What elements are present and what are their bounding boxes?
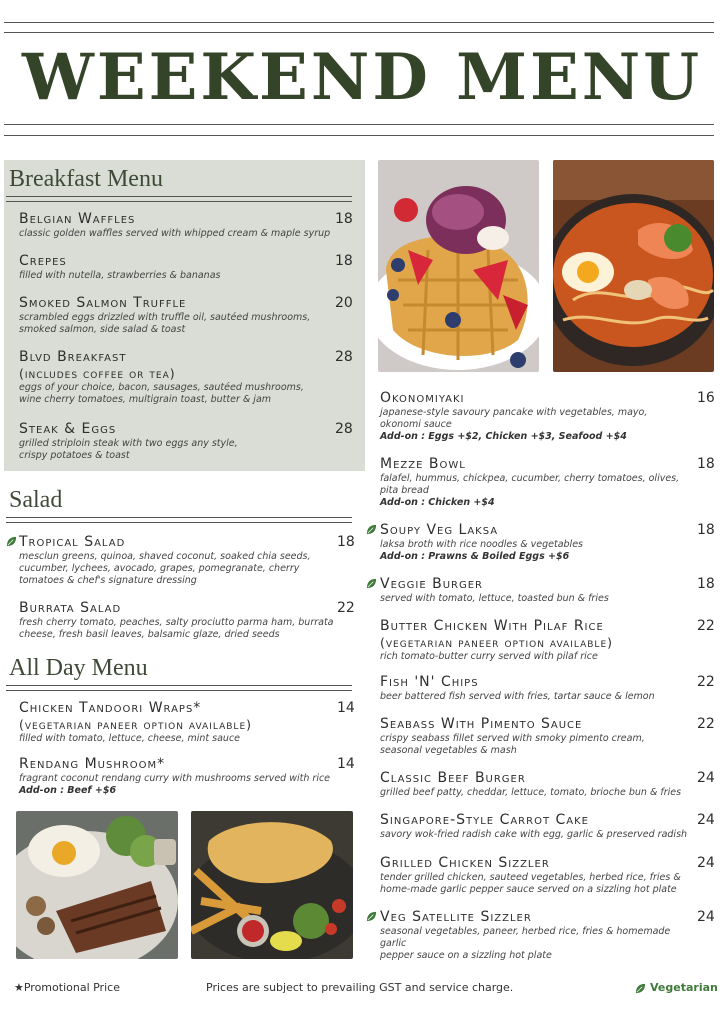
item-desc: laksa broth with rice noodles & vegetables bbox=[380, 539, 583, 550]
item-price: 18 bbox=[337, 534, 355, 550]
item-name: Veggie Burger bbox=[380, 576, 483, 592]
menu-item-mezze-bowl bbox=[380, 456, 680, 509]
item-name: Chicken Tandoori Wraps* bbox=[19, 700, 202, 716]
item-name: Rendang Mushroom* bbox=[19, 756, 166, 772]
menu-item-grilled-chicken-sizzler bbox=[380, 855, 690, 896]
item-desc: wine cherry tomatoes, multigrain toast, butter & jam bbox=[19, 394, 272, 405]
item-name: Singapore-Style Carrot Cake bbox=[380, 812, 590, 828]
menu-item-carrot-cake bbox=[380, 812, 690, 841]
menu-item-blvd-breakfast bbox=[19, 349, 349, 406]
title-rule-2 bbox=[4, 135, 714, 136]
item-price: 18 bbox=[697, 456, 715, 472]
item-desc: pita bread bbox=[380, 485, 429, 496]
item-desc: beer battered fish served with fries, tartar sauce & lemon bbox=[380, 691, 655, 702]
breakfast-heading: Breakfast Menu bbox=[9, 166, 163, 192]
item-addon: Add-on : Eggs +$2, Chicken +$3, Seafood +$4 bbox=[380, 431, 627, 442]
item-price: 24 bbox=[697, 770, 715, 786]
menu-item-belgian-waffles bbox=[19, 211, 349, 240]
item-desc: seasonal vegetables & mash bbox=[380, 745, 517, 756]
item-price: 28 bbox=[335, 349, 353, 365]
menu-item-crepes bbox=[19, 253, 349, 282]
item-name: Veg Satellite Sizzler bbox=[380, 909, 532, 925]
item-price: 22 bbox=[337, 600, 355, 616]
item-price: 16 bbox=[697, 390, 715, 406]
menu-item-chicken-tandoori-wraps bbox=[19, 700, 349, 745]
item-addon: Add-on : Chicken +$4 bbox=[380, 497, 495, 508]
menu-item-burrata-salad bbox=[19, 600, 349, 641]
item-desc: eggs of your choice, bacon, sausages, sautéed mushrooms, bbox=[19, 382, 304, 393]
menu-item-smoked-salmon-truffle bbox=[19, 295, 349, 336]
top-rule-1 bbox=[4, 22, 714, 23]
page-title: WEEKEND MENU bbox=[21, 40, 703, 115]
top-rule-2 bbox=[4, 32, 714, 33]
item-price: 18 bbox=[697, 522, 715, 538]
item-name: Mezze Bowl bbox=[380, 456, 466, 472]
item-subtitle: (vegetarian paneer option available) bbox=[19, 717, 253, 732]
waffle-photo bbox=[378, 160, 539, 372]
vegetarian-leaf-icon bbox=[366, 578, 377, 589]
item-price: 24 bbox=[697, 812, 715, 828]
item-name: Crepes bbox=[19, 253, 67, 269]
item-name: Seabass With Pimento Sauce bbox=[380, 716, 583, 732]
item-desc: filled with nutella, strawberries & bananas bbox=[19, 270, 221, 281]
menu-item-okonomiyaki bbox=[380, 390, 680, 443]
item-name: Grilled Chicken Sizzler bbox=[380, 855, 550, 871]
vegetarian-legend: Vegetarian bbox=[650, 981, 718, 994]
item-desc: crispy potatoes & toast bbox=[19, 450, 130, 461]
item-desc: classic golden waffles served with whipped cream & maple syrup bbox=[19, 228, 331, 239]
item-desc: rich tomato-butter curry served with pilaf rice bbox=[380, 651, 598, 662]
item-name: Classic Beef Burger bbox=[380, 770, 526, 786]
item-addon: Add-on : Prawns & Boiled Eggs +$6 bbox=[380, 551, 570, 562]
item-price: 14 bbox=[337, 700, 355, 716]
item-name: Butter Chicken With Pilaf Rice bbox=[380, 618, 604, 634]
item-name: Soupy Veg Laksa bbox=[380, 522, 499, 538]
item-desc: fragrant coconut rendang curry with mushrooms served with rice bbox=[19, 773, 331, 784]
menu-item-tropical-salad bbox=[19, 534, 349, 587]
item-desc: cucumber, lychees, avocado, grapes, pomegranate, cherry bbox=[19, 563, 300, 574]
item-price: 24 bbox=[697, 855, 715, 871]
steak-egg-photo bbox=[16, 811, 178, 959]
vegetarian-leaf-icon bbox=[635, 983, 646, 994]
item-price: 22 bbox=[697, 618, 715, 634]
item-price: 18 bbox=[335, 253, 353, 269]
item-name: Belgian Waffles bbox=[19, 211, 136, 227]
item-desc: falafel, hummus, chickpea, cucumber, cherry tomatoes, olives, bbox=[380, 473, 680, 484]
item-desc: home-made garlic pepper sauce served on a sizzling hot plate bbox=[380, 884, 677, 895]
item-desc: served with tomato, lettuce, toasted bun & fries bbox=[380, 593, 609, 604]
breakfast-heading-rule bbox=[6, 196, 352, 202]
item-desc: scrambled eggs drizzled with truffle oil, sautéed mushrooms, bbox=[19, 312, 311, 323]
fish-chips-photo bbox=[191, 811, 353, 959]
vegetarian-leaf-icon bbox=[6, 536, 17, 547]
allday-heading-rule bbox=[6, 685, 352, 691]
promotional-price-note: ★Promotional Price bbox=[14, 981, 120, 994]
item-subtitle: (vegetarian paneer option available) bbox=[380, 635, 614, 650]
item-addon: Add-on : Beef +$6 bbox=[19, 785, 117, 796]
item-price: 28 bbox=[335, 421, 353, 437]
item-desc: grilled beef patty, cheddar, lettuce, tomato, brioche bun & fries bbox=[380, 787, 682, 798]
item-desc: japanese-style savoury pancake with vegetables, mayo, bbox=[380, 407, 648, 418]
menu-item-rendang-mushroom bbox=[19, 756, 349, 797]
title-rule-1 bbox=[4, 124, 714, 125]
item-price: 24 bbox=[697, 909, 715, 925]
item-name: Burrata Salad bbox=[19, 600, 122, 616]
item-desc: okonomi sauce bbox=[380, 419, 452, 430]
item-desc: tender grilled chicken, sauteed vegetables, herbed rice, fries & bbox=[380, 872, 681, 883]
item-subtitle: (includes coffee or tea) bbox=[19, 366, 176, 381]
item-desc: pepper sauce on a sizzling hot plate bbox=[380, 950, 552, 961]
item-name: Blvd Breakfast bbox=[19, 349, 127, 365]
salad-heading-rule bbox=[6, 517, 352, 523]
item-price: 18 bbox=[335, 211, 353, 227]
menu-item-butter-chicken bbox=[380, 618, 690, 663]
menu-item-seabass bbox=[380, 716, 680, 757]
menu-item-classic-beef-burger bbox=[380, 770, 690, 799]
item-desc: cheese, fresh basil leaves, balsamic glaze, dried seeds bbox=[19, 629, 280, 640]
item-price: 22 bbox=[697, 674, 715, 690]
salad-heading: Salad bbox=[9, 487, 63, 513]
item-price: 18 bbox=[697, 576, 715, 592]
item-desc: savory wok-fried radish cake with egg, garlic & preserved radish bbox=[380, 829, 688, 840]
menu-item-steak-eggs bbox=[19, 421, 349, 462]
item-desc: crispy seabass fillet served with smoky pimento cream, bbox=[380, 733, 645, 744]
item-desc: seasonal vegetables, paneer, herbed rice, fries & homemade garlic bbox=[380, 926, 671, 949]
menu-item-veggie-burger bbox=[380, 576, 680, 605]
item-name: Okonomiyaki bbox=[380, 390, 465, 406]
item-name: Tropical Salad bbox=[19, 534, 126, 550]
allday-heading: All Day Menu bbox=[9, 655, 148, 681]
item-price: 14 bbox=[337, 756, 355, 772]
item-price: 22 bbox=[697, 716, 715, 732]
item-desc: smoked salmon, side salad & toast bbox=[19, 324, 186, 335]
item-desc: fresh cherry tomato, peaches, salty prociutto parma ham, burrata bbox=[19, 617, 334, 628]
menu-item-soupy-veg-laksa bbox=[380, 522, 680, 563]
item-name: Steak & Eggs bbox=[19, 421, 117, 437]
menu-item-fish-n-chips bbox=[380, 674, 680, 703]
menu-item-veg-satellite-sizzler bbox=[380, 909, 690, 962]
item-name: Smoked Salmon Truffle bbox=[19, 295, 187, 311]
item-name: Fish 'N' Chips bbox=[380, 674, 479, 690]
vegetarian-leaf-icon bbox=[366, 524, 377, 535]
item-desc: grilled striploin steak with two eggs any style, bbox=[19, 438, 238, 449]
vegetarian-leaf-icon bbox=[366, 911, 377, 922]
gst-note: Prices are subject to prevailing GST and service charge. bbox=[206, 981, 514, 994]
item-desc: tomatoes & chef's signature dressing bbox=[19, 575, 197, 586]
item-desc: filled with tomato, lettuce, cheese, mint sauce bbox=[19, 733, 241, 744]
item-price: 20 bbox=[335, 295, 353, 311]
laksa-photo bbox=[553, 160, 714, 372]
item-desc: mesclun greens, quinoa, shaved coconut, soaked chia seeds, bbox=[19, 551, 311, 562]
